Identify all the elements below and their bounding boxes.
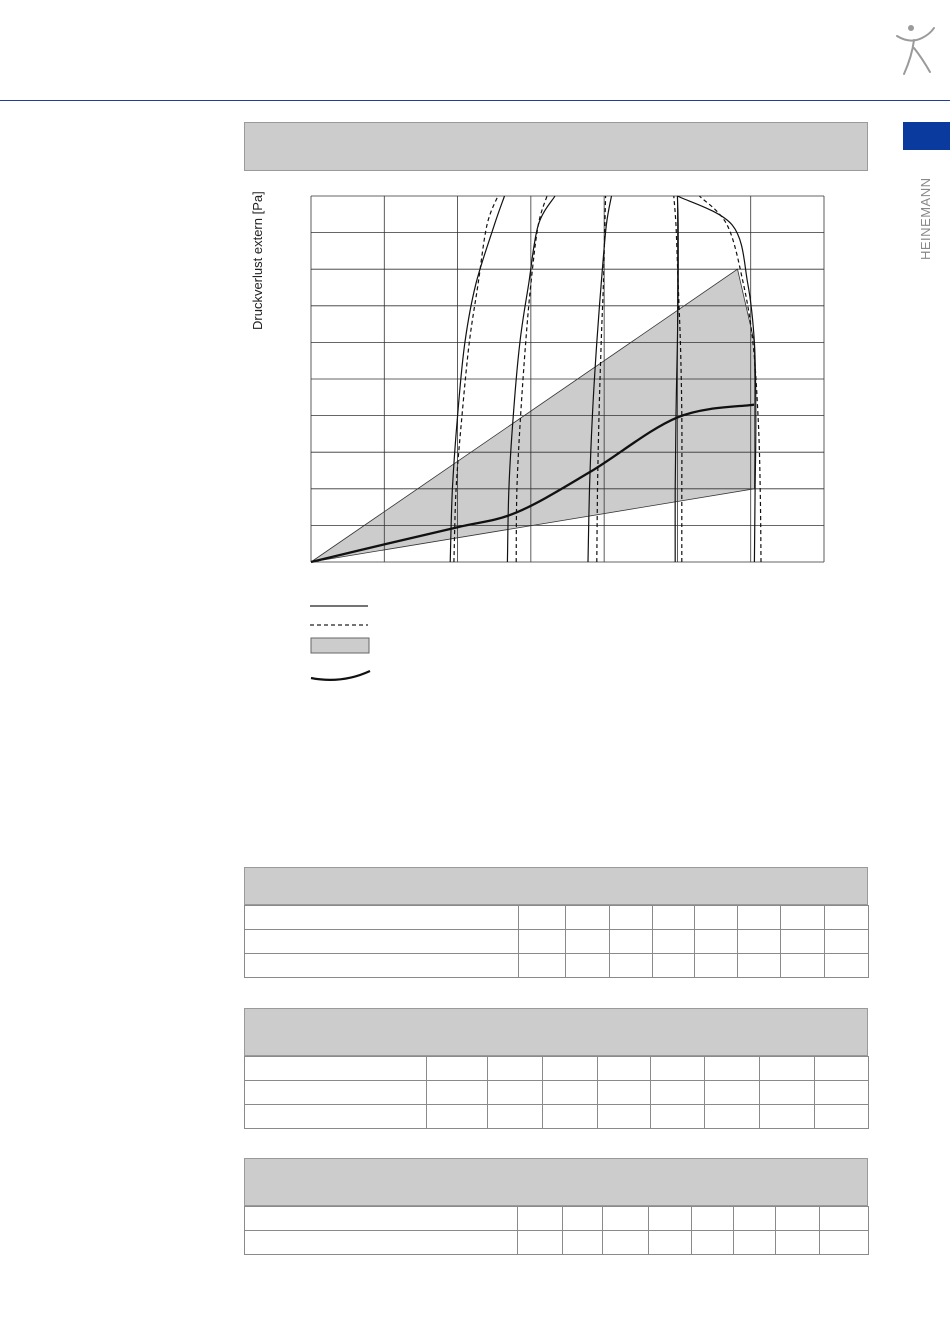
table-cell: [651, 1105, 705, 1129]
table-cell: [649, 1231, 692, 1255]
table-cell: [488, 1081, 543, 1105]
table-cell: [649, 1207, 692, 1231]
row-label-cell: [245, 1081, 427, 1105]
table-cell: [653, 930, 695, 954]
table-cell: [563, 1231, 603, 1255]
table-cell: [825, 906, 869, 930]
table-cell: [815, 1081, 869, 1105]
table-cell: [760, 1081, 815, 1105]
table-cell: [815, 1105, 869, 1129]
table-cell: [603, 1231, 649, 1255]
table-cell: [734, 1231, 776, 1255]
table-row: [245, 1057, 869, 1081]
pressure-chart: [300, 190, 840, 575]
table-cell: [610, 906, 653, 930]
y-axis-label: Druckverlust extern [Pa]: [250, 191, 265, 330]
table-cell: [734, 1207, 776, 1231]
row-label-cell: [245, 954, 519, 978]
table-cell: [488, 1057, 543, 1081]
table-cell: [705, 1105, 760, 1129]
table-cell: [543, 1081, 598, 1105]
row-label-cell: [245, 930, 519, 954]
table-cell: [825, 930, 869, 954]
table-row: [245, 1081, 869, 1105]
table-1: [244, 905, 869, 978]
table-cell: [695, 954, 738, 978]
table-cell: [519, 954, 566, 978]
row-label-cell: [245, 1105, 427, 1129]
table-2: [244, 1056, 869, 1129]
table-cell: [705, 1057, 760, 1081]
table-cell: [519, 906, 566, 930]
table-cell: [781, 954, 825, 978]
table-cell: [598, 1081, 651, 1105]
table2-header: [244, 1008, 868, 1056]
row-label-cell: [245, 1057, 427, 1081]
table-cell: [825, 954, 869, 978]
table-cell: [820, 1207, 869, 1231]
table-row: [245, 1105, 869, 1129]
table-cell: [488, 1105, 543, 1129]
table-cell: [695, 906, 738, 930]
table-cell: [518, 1207, 563, 1231]
table-cell: [566, 954, 610, 978]
table-row: [245, 930, 869, 954]
table-cell: [760, 1057, 815, 1081]
table-cell: [692, 1231, 734, 1255]
table-cell: [653, 954, 695, 978]
table-cell: [738, 930, 781, 954]
table-cell: [427, 1057, 488, 1081]
table-cell: [563, 1207, 603, 1231]
table-cell: [820, 1231, 869, 1255]
table-cell: [695, 930, 738, 954]
table-cell: [651, 1081, 705, 1105]
table-cell: [781, 930, 825, 954]
header-rule: [0, 100, 950, 101]
table-cell: [776, 1231, 820, 1255]
row-label-cell: [245, 1207, 518, 1231]
table-cell: [566, 906, 610, 930]
table1-header: [244, 867, 868, 905]
table-cell: [518, 1231, 563, 1255]
dancing-figure-icon: [892, 22, 938, 78]
brand-name: HEINEMANN: [918, 177, 933, 260]
table-cell: [705, 1081, 760, 1105]
table-cell: [738, 954, 781, 978]
table-cell: [610, 954, 653, 978]
table-cell: [427, 1105, 488, 1129]
row-label-cell: [245, 1231, 518, 1255]
chart-legend: [310, 596, 390, 691]
table-cell: [519, 930, 566, 954]
table-cell: [543, 1105, 598, 1129]
table-cell: [653, 906, 695, 930]
table-cell: [598, 1057, 651, 1081]
table-cell: [427, 1081, 488, 1105]
table-3: [244, 1206, 869, 1255]
table-row: [245, 954, 869, 978]
table-cell: [651, 1057, 705, 1081]
legend-bold-curve: [311, 671, 370, 680]
table-cell: [781, 906, 825, 930]
section-tab: [903, 122, 950, 150]
table-cell: [603, 1207, 649, 1231]
table-cell: [815, 1057, 869, 1081]
table3-header: [244, 1158, 868, 1206]
table-row: [245, 1207, 869, 1231]
table-cell: [692, 1207, 734, 1231]
row-label-cell: [245, 906, 519, 930]
table-cell: [543, 1057, 598, 1081]
chart-header-band: [244, 122, 868, 171]
table-row: [245, 1231, 869, 1255]
table-cell: [776, 1207, 820, 1231]
table-row: [245, 906, 869, 930]
table-cell: [738, 906, 781, 930]
table-cell: [610, 930, 653, 954]
table-cell: [566, 930, 610, 954]
table-cell: [598, 1105, 651, 1129]
legend-grey-box: [311, 638, 369, 653]
table-cell: [760, 1105, 815, 1129]
